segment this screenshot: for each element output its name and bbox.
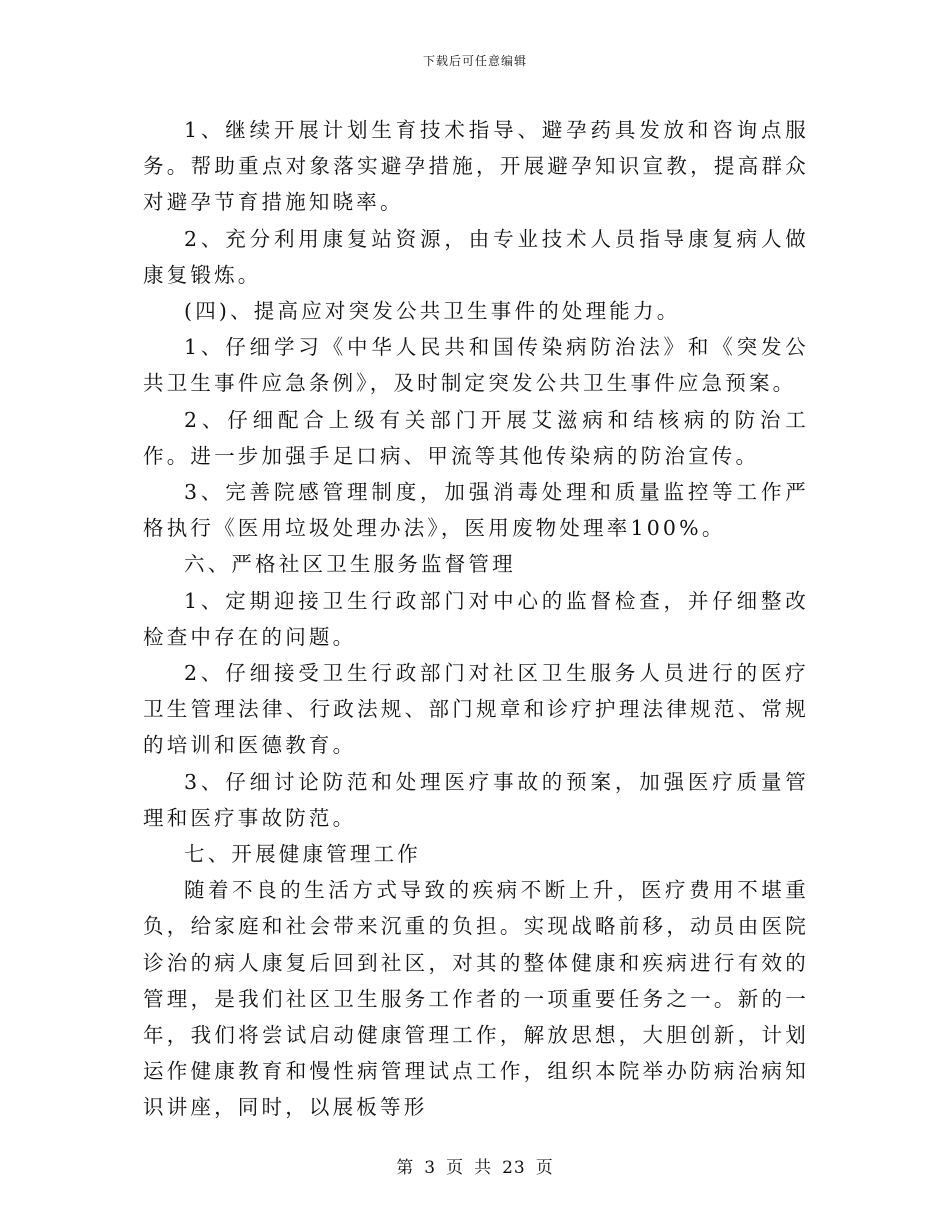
total-page-count: 23 xyxy=(502,1158,526,1178)
document-body xyxy=(143,112,809,1126)
section-heading-health-management: 七、开展健康管理工作 xyxy=(184,842,421,867)
footer-prefix: 第 xyxy=(396,1158,415,1178)
paragraph-inspection: 1、定期迎接卫生行政部门对中心的监督检查，并仔细整改检查中存在的问题。 xyxy=(143,588,809,649)
section-heading-emergency: (四)、提高应对突发公共卫生事件的处理能力。 xyxy=(184,299,681,324)
paragraph-infection-management: 3、完善院感管理制度，加强消毒处理和质量监控等工作严格执行《医用垃圾处理办法》，医用废物处理率100%。 xyxy=(143,480,809,541)
paragraph-accident-prevention: 3、仔细讨论防范和处理医疗事故的预案，加强医疗质量管理和医疗事故防范。 xyxy=(143,769,809,830)
paragraph-rehab-station: 2、充分利用康复站资源，由专业技术人员指导康复病人做康复锻炼。 xyxy=(143,226,809,287)
current-page-number: 3 xyxy=(424,1158,437,1178)
footer-unit-end: 页 xyxy=(535,1158,554,1178)
section-heading-supervision: 六、严格社区卫生服务监督管理 xyxy=(184,552,516,577)
header-note: 下载后可任意编辑 xyxy=(422,54,527,68)
paragraph-contraception-service: 1、继续开展计划生育技术指导、避孕药具发放和咨询点服务。帮助重点对象落实避孕措施，开展避孕知识宣教，提高群众对避孕节育措施知晓率。 xyxy=(143,118,809,215)
footer-middle: 共 xyxy=(474,1158,493,1178)
paragraph-health-management: 随着不良的生活方式导致的疾病不断上升，医疗费用不堪重负，给家庭和社会带来沉重的负担。实现战略前移，动员由医院诊治的病人康复后回到社区，对其的整体健康和疾病进行有效的管理，是我们社区卫生服务工作者的一项重要任务之一。新的一年，我们将尝试启动健康管理工作，解放思想，大胆创新，计划运作健康教育和慢性病管理试点工作，组织本院举办防病治病知识讲座，同时，以展板等形 xyxy=(143,878,809,1120)
footer-unit: 页 xyxy=(446,1158,465,1178)
page-number-footer xyxy=(0,1153,950,1178)
paragraph-training: 2、仔细接受卫生行政部门对社区卫生服务人员进行的医疗卫生管理法律、行政法规、部门规章和诊疗护理法律规范、常规的培训和医德教育。 xyxy=(143,661,809,758)
paragraph-study-laws: 1、仔细学习《中华人民共和国传染病防治法》和《突发公共卫生事件应急条例》，及时制定突发公共卫生事件应急预案。 xyxy=(143,335,809,396)
paragraph-disease-prevention: 2、仔细配合上级有关部门开展艾滋病和结核病的防治工作。进一步加强手足口病、甲流等其他传染病的防治宣传。 xyxy=(143,407,809,468)
